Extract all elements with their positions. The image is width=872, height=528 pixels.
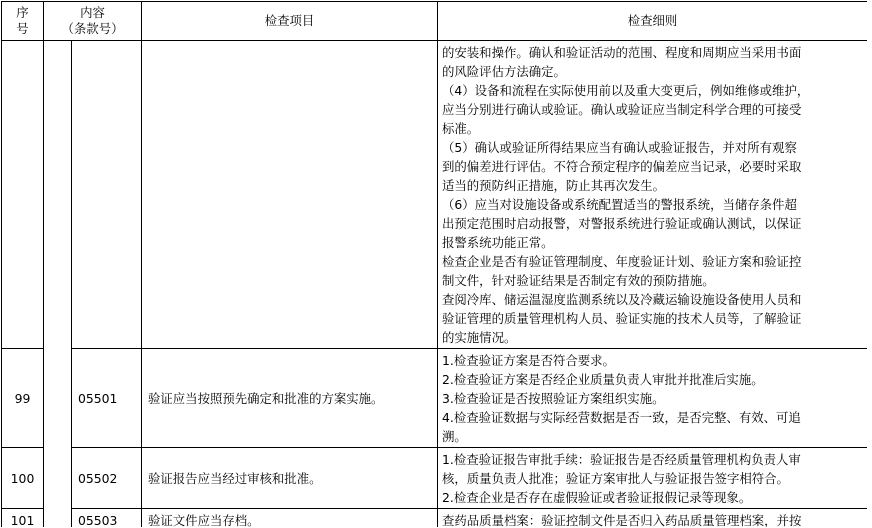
inspection-table xyxy=(1,1,867,527)
detail-line: 的实施情况。 xyxy=(442,330,517,345)
cell-detail xyxy=(438,448,867,509)
cell-detail xyxy=(438,349,867,448)
header-item: 检查项目 xyxy=(142,2,438,41)
detail-line: 出预定范围时启动报警，对警报系统进行验证或确认测试，以保证 xyxy=(442,216,802,231)
detail-line: 2.检查企业是否存在虚假验证或者验证报假记录等现象。 xyxy=(442,490,752,505)
cell-item xyxy=(142,41,438,349)
detail-line: 4.检查验证数据与实际经营数据是否一致，是否完整、有效、可追 xyxy=(442,410,801,425)
detail-line: 的安装和操作。确认和验证活动的范围、程度和周期应当采用书面 xyxy=(442,45,802,60)
detail-line: （5）确认或验证所得结果应当有确认或验证报告，并对所有观察 xyxy=(442,140,797,155)
header-seq: 序 号 xyxy=(2,2,44,41)
detail-line: 3.检查验证是否按照验证方案组织实施。 xyxy=(442,391,665,406)
detail-line: 适当的预防纠正措施，防止其再次发生。 xyxy=(442,178,666,193)
detail-line: 报警系统功能正常。 xyxy=(442,235,554,250)
cell-item: 验证报告应当经过审核和批准。 xyxy=(142,448,438,509)
detail-line: 1.检查验证方案是否符合要求。 xyxy=(442,353,615,368)
detail-line: 到的偏差进行评估。不符合预定程序的偏差应当记录，必要时采取 xyxy=(442,159,802,174)
cell-seq: 99 xyxy=(2,349,44,448)
cell-item: 验证应当按照预先确定和批准的方案实施。 xyxy=(142,349,438,448)
detail-line: 检查企业是否有验证管理制度、年度验证计划、验证方案和验证控 xyxy=(442,254,802,269)
detail-line: 查阅冷库、储运温湿度监测系统以及冷藏运输设施设备使用人员和 xyxy=(442,292,802,307)
cell-seq: 101 xyxy=(2,509,44,528)
table-row xyxy=(2,509,868,528)
detail-line: 核，质量负责人批准；验证方案审批人与验证报告签字相符合。 xyxy=(442,471,789,486)
cell-seq xyxy=(2,41,44,349)
cell-code: 05502 xyxy=(72,448,142,509)
cell-seq: 100 xyxy=(2,448,44,509)
detail-line: 的风险评估方法确定。 xyxy=(442,64,566,79)
header-clause: 内容 （条款号） xyxy=(44,2,142,41)
detail-line: （6）应当对设施设备或系统配置适当的警报系统，当储存条件超 xyxy=(442,197,797,212)
cell-clause-group xyxy=(44,41,72,528)
header-row xyxy=(2,2,868,41)
table-row xyxy=(2,448,868,509)
detail-line: 应当分别进行确认或验证。确认或验证应当制定科学合理的可接受 xyxy=(442,102,802,117)
table-row-continuation xyxy=(2,41,868,349)
detail-line: 验证管理的质量管理机构人员、验证实施的技术人员等，了解验证 xyxy=(442,311,802,326)
inspection-table-container xyxy=(1,1,867,527)
cell-detail xyxy=(438,41,867,349)
cell-code: 05501 xyxy=(72,349,142,448)
detail-line: 标准。 xyxy=(442,121,480,136)
detail-line: 制文件，针对验证结果是否制定有效的预防措施。 xyxy=(442,273,715,288)
cell-detail xyxy=(438,509,867,528)
cell-item: 验证文件应当存档。 xyxy=(142,509,438,528)
detail-line: （4）设备和流程在实际使用前以及重大变更后，例如维修或维护， xyxy=(442,83,810,98)
cell-code xyxy=(72,41,142,349)
table-row xyxy=(2,349,868,448)
detail-line: 2.检查验证方案是否经企业质量负责人审批并批准后实施。 xyxy=(442,372,764,387)
header-detail: 检查细则 xyxy=(438,2,867,41)
cell-code: 05503 xyxy=(72,509,142,528)
detail-line: 溯。 xyxy=(442,429,467,444)
detail-line: 1.检查验证报告审批手续：验证报告是否经质量管理机构负责人审 xyxy=(442,452,801,467)
detail-line: 查药品质量档案：验证控制文件是否归入药品质量管理档案，并按 xyxy=(442,513,802,527)
